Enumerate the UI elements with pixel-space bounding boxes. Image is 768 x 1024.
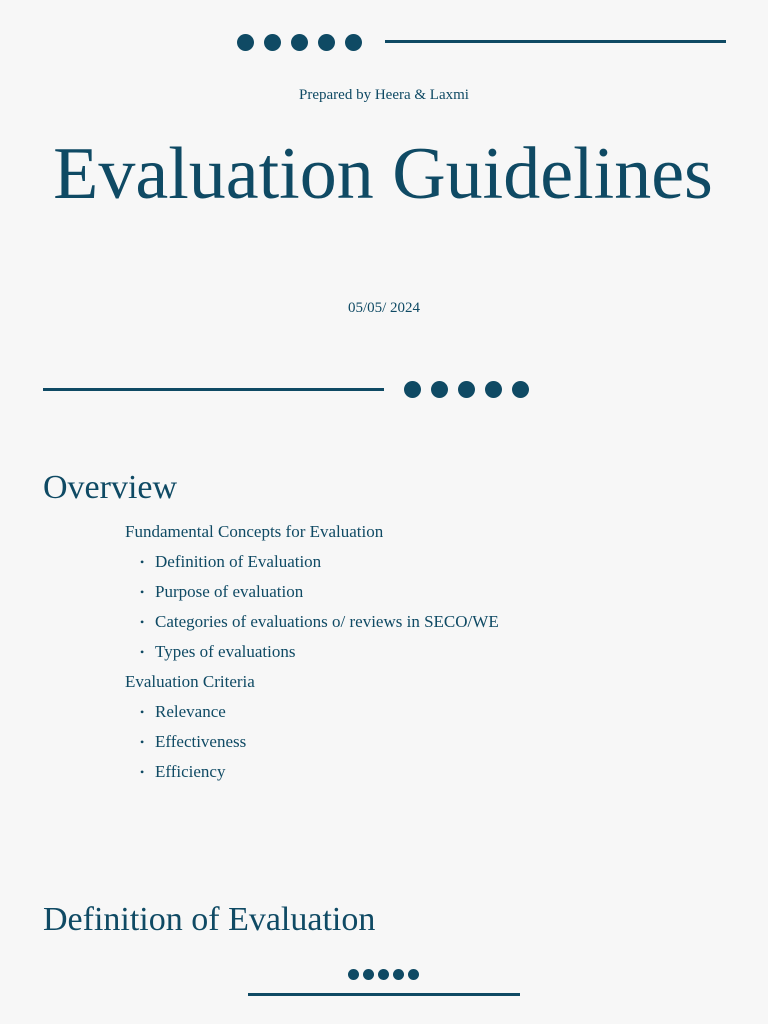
decoration-dot [408,969,419,980]
list-item [125,640,685,670]
decoration-rule [248,993,520,996]
list-item-label: Efficiency [155,762,226,781]
list-item-label: Categories of evaluations o/ reviews in SECO/WE [155,612,499,631]
decoration-dot [345,34,362,51]
overview-group-label: Fundamental Concepts for Evaluation [125,522,384,541]
list-item [125,550,685,580]
overview-heading: Overview [43,469,178,506]
decoration-dot [363,969,374,980]
page-title: Evaluation Guidelines [53,133,713,215]
prepared-by: Prepared by Heera & Laxmi [299,87,469,103]
decoration-dot [264,34,281,51]
decoration-dot [458,381,475,398]
bullet-icon: • [140,705,145,719]
decoration-dot [318,34,335,51]
overview-group-label: Evaluation Criteria [125,672,255,691]
decoration-dot [512,381,529,398]
decoration-rule [385,40,726,43]
bullet-icon: • [140,735,145,749]
list-item [125,700,685,730]
decoration-dot [393,969,404,980]
definition-heading: Definition of Evaluation [43,901,376,938]
decoration-dot [485,381,502,398]
list-item-label: Relevance [155,702,226,721]
list-item [125,610,685,640]
overview-list [125,520,685,790]
list-item [125,730,685,760]
decoration-dot [291,34,308,51]
list-item-label: Types of evaluations [155,642,296,661]
bullet-icon: • [140,585,145,599]
document-date: 05/05/ 2024 [347,300,421,316]
list-item [125,580,685,610]
bullet-icon: • [140,615,145,629]
bullet-icon: • [140,765,145,779]
decoration-dot [431,381,448,398]
list-item-label: Effectiveness [155,732,247,751]
decoration-dot [378,969,389,980]
decoration-dot [348,969,359,980]
list-item-label: Purpose of evaluation [155,582,304,601]
decoration-dot [237,34,254,51]
list-item-label: Definition of Evaluation [155,552,322,571]
decoration-dot [404,381,421,398]
decoration-rule [43,388,384,391]
bullet-icon: • [140,555,145,569]
list-item [125,760,685,790]
bullet-icon: • [140,645,145,659]
